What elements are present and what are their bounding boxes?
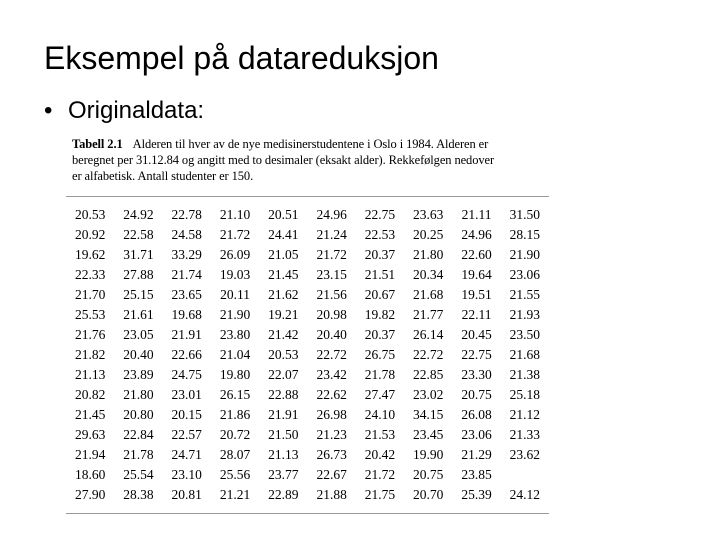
table-cell: 24.96 [461, 227, 492, 242]
table-cell: 20.75 [461, 387, 492, 402]
table-cell: 20.53 [268, 347, 299, 362]
table-cell: 21.13 [268, 447, 299, 462]
table-cell: 21.55 [509, 287, 541, 302]
table-cell: 22.66 [171, 347, 202, 362]
table-cell: 23.05 [123, 327, 154, 342]
table-cell: 23.89 [123, 367, 154, 382]
table-cell: 22.84 [123, 427, 154, 442]
table-cell: 22.60 [461, 247, 492, 262]
bullet-item [44, 96, 204, 126]
table-cell: 21.42 [268, 327, 299, 342]
table-cell: 20.37 [364, 327, 396, 342]
table-cell: 22.88 [268, 387, 299, 402]
table-cell: 21.11 [461, 207, 492, 222]
table-cell: 27.88 [123, 267, 154, 282]
table-cell: 20.37 [364, 247, 396, 262]
table-cell: 19.68 [171, 307, 202, 322]
table-cell: 21.80 [123, 387, 154, 402]
table-cell: 21.91 [268, 407, 299, 422]
table-cell: 31.71 [123, 247, 154, 262]
table-cell: 20.72 [219, 427, 251, 442]
table-cell: 21.33 [509, 427, 541, 442]
table-cell: 20.70 [413, 487, 444, 502]
table-cell: 26.75 [364, 347, 396, 362]
table-cell: 20.51 [268, 207, 299, 222]
table-cell: 21.51 [364, 267, 396, 282]
table-cell: 20.40 [316, 327, 347, 342]
table-cell: 26.98 [316, 407, 347, 422]
table-row [66, 365, 549, 385]
table-cell: 21.90 [509, 247, 541, 262]
table-cell: 22.72 [413, 347, 444, 362]
table-cell: 19.64 [461, 267, 492, 282]
table-cell: 22.58 [123, 227, 154, 242]
table-cell: 21.78 [364, 367, 396, 382]
table-cell: 28.38 [123, 487, 154, 502]
table-cell: 34.15 [413, 407, 444, 422]
age-data-table [66, 205, 549, 505]
table-cell: 24.71 [171, 447, 202, 462]
table-row [66, 405, 549, 425]
table-cell: 21.88 [316, 487, 347, 502]
table-cell: 27.47 [364, 387, 396, 402]
table-row [66, 465, 549, 485]
table-cell: 31.50 [509, 207, 541, 222]
slide-title: Eksempel på datareduksjon [44, 40, 439, 76]
table-cell: 24.75 [171, 367, 202, 382]
table-row [66, 265, 549, 285]
table-cell: 22.78 [171, 207, 202, 222]
table-cell: 19.21 [268, 307, 299, 322]
table-cell: 23.85 [461, 467, 492, 482]
table-caption [72, 136, 552, 184]
table-cell: 22.85 [413, 367, 444, 382]
table-row [66, 225, 549, 245]
table-cell: 23.10 [171, 467, 202, 482]
table-cell: 19.82 [364, 307, 396, 322]
table-cell: 21.68 [509, 347, 541, 362]
table-cell: 22.72 [316, 347, 347, 362]
table-row [66, 325, 549, 345]
table-cell: 21.29 [461, 447, 492, 462]
table-cell: 23.06 [509, 267, 541, 282]
table-cell: 21.91 [171, 327, 202, 342]
table-cell: 29.63 [74, 427, 106, 442]
table-cell: 26.08 [461, 407, 492, 422]
table-cell: 21.45 [268, 267, 299, 282]
table-cell: 22.89 [268, 487, 299, 502]
table-cell: 20.80 [123, 407, 154, 422]
table-cell: 21.23 [316, 427, 347, 442]
table-cell: 23.01 [171, 387, 202, 402]
table-cell: 20.53 [74, 207, 106, 222]
table-cell: 21.94 [74, 447, 106, 462]
table-cell: 21.68 [413, 287, 444, 302]
table-cell: 23.50 [509, 327, 541, 342]
table-row [66, 485, 549, 505]
table-row [66, 445, 549, 465]
table-body [66, 205, 549, 505]
table-cell: 24.10 [364, 407, 396, 422]
table-cell: 21.04 [219, 347, 251, 362]
table-cell: 18.60 [74, 467, 106, 482]
table-cell: 19.62 [74, 247, 106, 262]
bullet-text: Originaldata: [68, 97, 205, 124]
table-cell: 21.72 [364, 467, 396, 482]
table-cell: 28.15 [509, 227, 541, 242]
table-cell: 24.12 [509, 487, 541, 502]
caption-label: Tabell 2.1 [72, 137, 123, 151]
table-bottom-rule [66, 513, 549, 514]
table-cell: 21.78 [123, 447, 154, 462]
table-cell: 22.07 [268, 367, 299, 382]
table-cell: 24.96 [316, 207, 347, 222]
table-row [66, 345, 549, 365]
table-cell: 21.80 [413, 247, 444, 262]
table-row [66, 425, 549, 445]
table-cell: 26.14 [413, 327, 444, 342]
table-cell: 23.62 [509, 447, 541, 462]
bullet-icon: • [44, 97, 53, 124]
table-cell: 20.40 [123, 347, 154, 362]
caption-line [72, 136, 552, 152]
table-cell: 25.39 [461, 487, 492, 502]
table-cell: 25.18 [509, 387, 541, 402]
table-cell: 20.11 [220, 287, 250, 302]
table-cell: 21.75 [364, 487, 396, 502]
table-cell: 20.81 [171, 487, 202, 502]
table-cell: 22.11 [461, 307, 492, 322]
table-cell: 20.82 [74, 387, 106, 402]
table-cell: 24.58 [171, 227, 202, 242]
table-cell: 19.51 [461, 287, 492, 302]
table-cell: 33.29 [171, 247, 202, 262]
table-cell: 22.75 [461, 347, 492, 362]
table-cell: 21.05 [268, 247, 299, 262]
table-cell: 23.02 [413, 387, 444, 402]
table-cell: 21.72 [219, 227, 251, 242]
table-row [66, 205, 549, 225]
table-cell: 21.61 [123, 307, 154, 322]
table-cell: 23.30 [461, 367, 492, 382]
table-cell: 19.03 [219, 267, 251, 282]
table-cell: 25.56 [219, 467, 251, 482]
table-cell: 21.24 [316, 227, 347, 242]
table-cell: 21.86 [219, 407, 251, 422]
table-cell: 21.21 [219, 487, 251, 502]
table-cell: 23.63 [413, 207, 444, 222]
table-cell: 22.75 [364, 207, 396, 222]
table-cell: 20.34 [413, 267, 444, 282]
table-cell: 20.25 [413, 227, 444, 242]
table-cell: 25.53 [74, 307, 106, 322]
table-cell: 21.72 [316, 247, 347, 262]
table-cell: 20.15 [171, 407, 202, 422]
table-cell: 19.80 [219, 367, 251, 382]
table-top-rule [66, 196, 549, 197]
table-cell: 20.67 [364, 287, 396, 302]
table-cell: 20.92 [74, 227, 106, 242]
table-cell: 21.13 [74, 367, 106, 382]
table-cell: 22.53 [364, 227, 396, 242]
table-cell: 21.38 [509, 367, 541, 382]
table-cell: 22.67 [316, 467, 347, 482]
table-cell: 19.90 [413, 447, 444, 462]
table-cell: 21.90 [219, 307, 251, 322]
table-cell: 23.06 [461, 427, 492, 442]
table-cell: 21.70 [74, 287, 106, 302]
table-row [66, 305, 549, 325]
table-cell: 21.50 [268, 427, 299, 442]
table-cell: 21.53 [364, 427, 396, 442]
table-cell: 25.54 [123, 467, 154, 482]
table-cell: 21.76 [74, 327, 106, 342]
table-cell: 21.93 [509, 307, 541, 322]
table-row [66, 285, 549, 305]
table-cell: 20.45 [461, 327, 492, 342]
table-cell: 26.09 [219, 247, 251, 262]
table-cell: 23.45 [413, 427, 444, 442]
table-row [66, 385, 549, 405]
table-cell: 23.80 [219, 327, 251, 342]
table-cell: 23.15 [316, 267, 347, 282]
table-cell: 20.42 [364, 447, 396, 462]
caption-line: er alfabetisk. Antall studenter er 150. [72, 169, 254, 183]
table-cell: 20.75 [413, 467, 444, 482]
table-cell: 20.98 [316, 307, 347, 322]
table-cell: 27.90 [74, 487, 106, 502]
table-cell: 21.10 [219, 207, 251, 222]
table-cell: 21.82 [74, 347, 106, 362]
table-cell: 25.15 [123, 287, 154, 302]
table-cell: 21.45 [74, 407, 106, 422]
table-cell: 21.74 [171, 267, 202, 282]
table-cell: 21.56 [316, 287, 347, 302]
table-row [66, 245, 549, 265]
table-cell: 21.12 [509, 407, 541, 422]
table-cell: 28.07 [219, 447, 251, 462]
table-cell: 23.77 [268, 467, 299, 482]
table-cell: 22.62 [316, 387, 347, 402]
table-cell: 26.15 [219, 387, 251, 402]
table-cell: 26.73 [316, 447, 347, 462]
table-cell: 21.62 [268, 287, 299, 302]
table-cell: 24.41 [268, 227, 299, 242]
caption-line: beregnet per 31.12.84 og angitt med to desimaler (eksakt alder). Rekkefølgen nedover [72, 153, 495, 167]
table-cell: 24.92 [123, 207, 154, 222]
table-cell: 22.57 [171, 427, 202, 442]
table-cell: 22.33 [74, 267, 106, 282]
table-cell: 23.42 [316, 367, 347, 382]
table-cell: 21.77 [413, 307, 444, 322]
caption-text: Alderen til hver av de nye medisinerstudentene i Oslo i 1984. Alderen er [132, 137, 489, 151]
table-cell: 23.65 [171, 287, 202, 302]
